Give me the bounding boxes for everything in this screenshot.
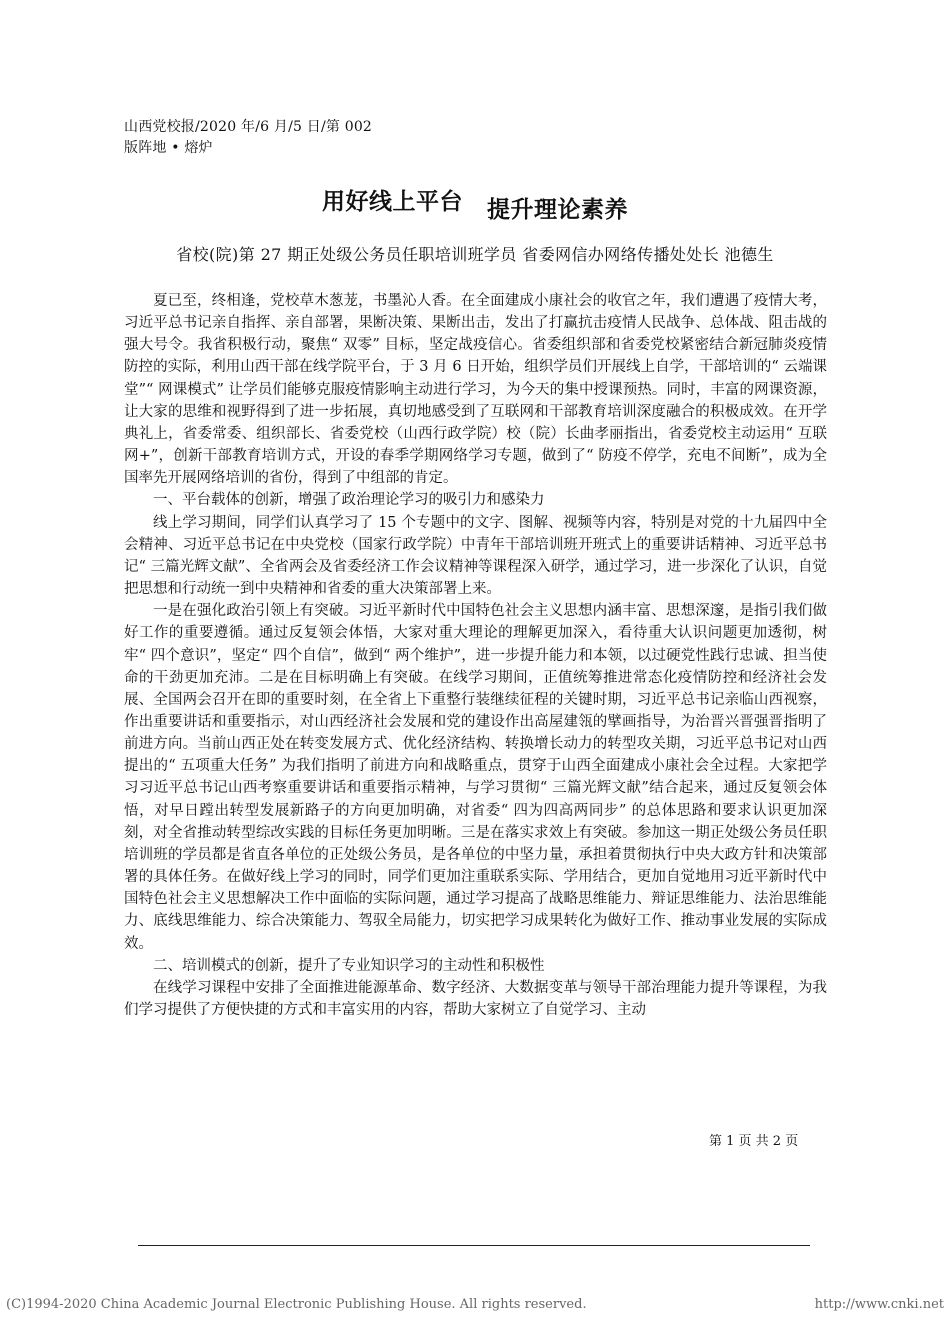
paragraph-intro: 夏已至，终相逢，党校草木葱茏，书墨沁人香。在全面建成小康社会的收官之年，我们遭遇了疫情大考，习近平总书记亲自指挥、亲自部署，果断决策、果断出击，发出了打赢抗击疫情人民战争、总体战、阻击战的强大号令。我省积极行动，聚焦“ 双零” 目标，坚定战疫信心。省委组织部和省委党校紧密结合新冠肺炎疫情防控的实际，利用山西干部在线学院平台，于 3 月 6 日开始，组织学员们开展线上自学，干部培训的“ 云端课堂”“ 网课模式” 让学员们能够克服疫情影响主动进行学习，为今天的集中授课预热。同时，丰富的网课资源，让大家的思维和视野得到了进一步拓展，真切地感受到了互联网和干部教育培训深度融合的积极成效。在开学典礼上，省委常委、组织部长、省委党校（山西行政学院）校（院）长曲孝丽指出，省委党校主动运用“ 互联网+”，创新干部教育培训方式，开设的春季学期网络学习专题，做到了“ 防疫不停学，充电不间断”，成为全国率先开展网络培训的省份，得到了中组部的肯定。 — [124, 293, 827, 487]
title-part-1: 用好线上平台 — [322, 189, 463, 215]
author-byline: 省校(院)第 27 期正处级公务员任职培训班学员 省委网信办网络传播处处长 池德生 — [176, 245, 774, 264]
paragraph-3: 一是在强化政治引领上有突破。习近平新时代中国特色社会主义思想内涵丰富、思想深邃，是指引我们做好工作的重要遵循。通过反复领会体悟，大家对重大理论的理解更加深入，看待重大认识问题更加透彻，树牢“ 四个意识”，坚定“ 四个自信”，做到“ 两个维护”，进一步提升能力和本领，以过硬党性践行忠诚、担当使命的干劲更加充沛。二是在目标明确上有突破。在线学习期间，正值统筹推进常态化疫情防控和经济社会发展、全国两会召开在即的重要时刻，在全省上下重整行装继续征程的关键时期，习近平总书记亲临山西视察，作出重要讲话和重要指示，对山西经济社会发展和党的建设作出高屋建瓴的擘画指导，为治晋兴晋强晋指明了前进方向。当前山西正处在转变发展方式、优化经济结构、转换增长动力的转型攻关期，习近平总书记对山西提出的“ 五项重大任务” 为我们指明了前进方向和战略重点，贯穿于山西全面建成小康社会全过程。大家把学习习近平总书记山西考察重要讲话和重要指示精神，与学习贯彻“ 三篇光辉文献”结合起来，通过反复领会体悟，对早日蹚出转型发展新路子的方向更加明确，对省委“ 四为四高两同步” 的总体思路和要求认识更加深刻，对全省推动转型综改实践的目标任务更加明晰。三是在落实求效上有突破。参加这一期正处级公务员任职培训班的学员都是省直各单位的正处级公务员，是各单位的中坚力量，承担着贯彻执行中央大政方针和决策部署的具体任务。在做好线上学习的同时，同学们更加注重联系实际、学用结合，更加自觉地用习近平新时代中国特色社会主义思想解决工作中面临的实际问题，通过学习提高了战略思维能力、辩证思维能力、法治思维能力、底线思维能力、综合决策能力、驾驭全局能力，切实把学习成果转化为做好工作、推动事业发展的实际成效。 — [124, 603, 827, 952]
footer-copyright: (C)1994-2020 China Academic Journal Electronic Publishing House. All rights reserved. — [6, 1297, 587, 1312]
section-heading-1: 一、平台载体的创新，增强了政治理论学习的吸引力和感染力 — [153, 492, 545, 509]
paragraph-2: 线上学习期间，同学们认真学习了 15 个专题中的文字、图解、视频等内容，特别是对党的十九届四中全会精神、习近平总书记在中央党校（国家行政学院）中青年干部培训班开班式上的重要讲话精神、习近平总书记“ 三篇光辉文献”、全省两会及省委经济工作会议精神等课程深入研学，通过学习，进一步深化了认识，自觉把思想和行动统一到中央精神和省委的重大决策部署上来。 — [124, 514, 827, 598]
footer-url: http://www.cnki.net — [814, 1297, 944, 1312]
source-line-1: 山西党校报/2020 年/6 月/5 日/第 002 — [124, 119, 373, 135]
title-part-2: 提升理论素养 — [487, 197, 628, 223]
section-heading-2: 二、培训模式的创新，提升了专业知识学习的主动性和积极性 — [153, 957, 545, 974]
paragraph-5: 在线学习课程中安排了全面推进能源革命、数字经济、大数据变革与领导干部治理能力提升等课程，为我们学习提供了方便快捷的方式和丰富实用的内容，帮助大家树立了自觉学习、主动 — [124, 979, 827, 1018]
source-line-2: 版阵地 • 熔炉 — [124, 140, 213, 156]
footer-divider — [138, 1245, 810, 1246]
page-number: 第 1 页 共 2 页 — [709, 1134, 799, 1149]
article-body — [124, 290, 827, 1021]
article-title — [0, 183, 950, 223]
source-info — [124, 117, 372, 159]
